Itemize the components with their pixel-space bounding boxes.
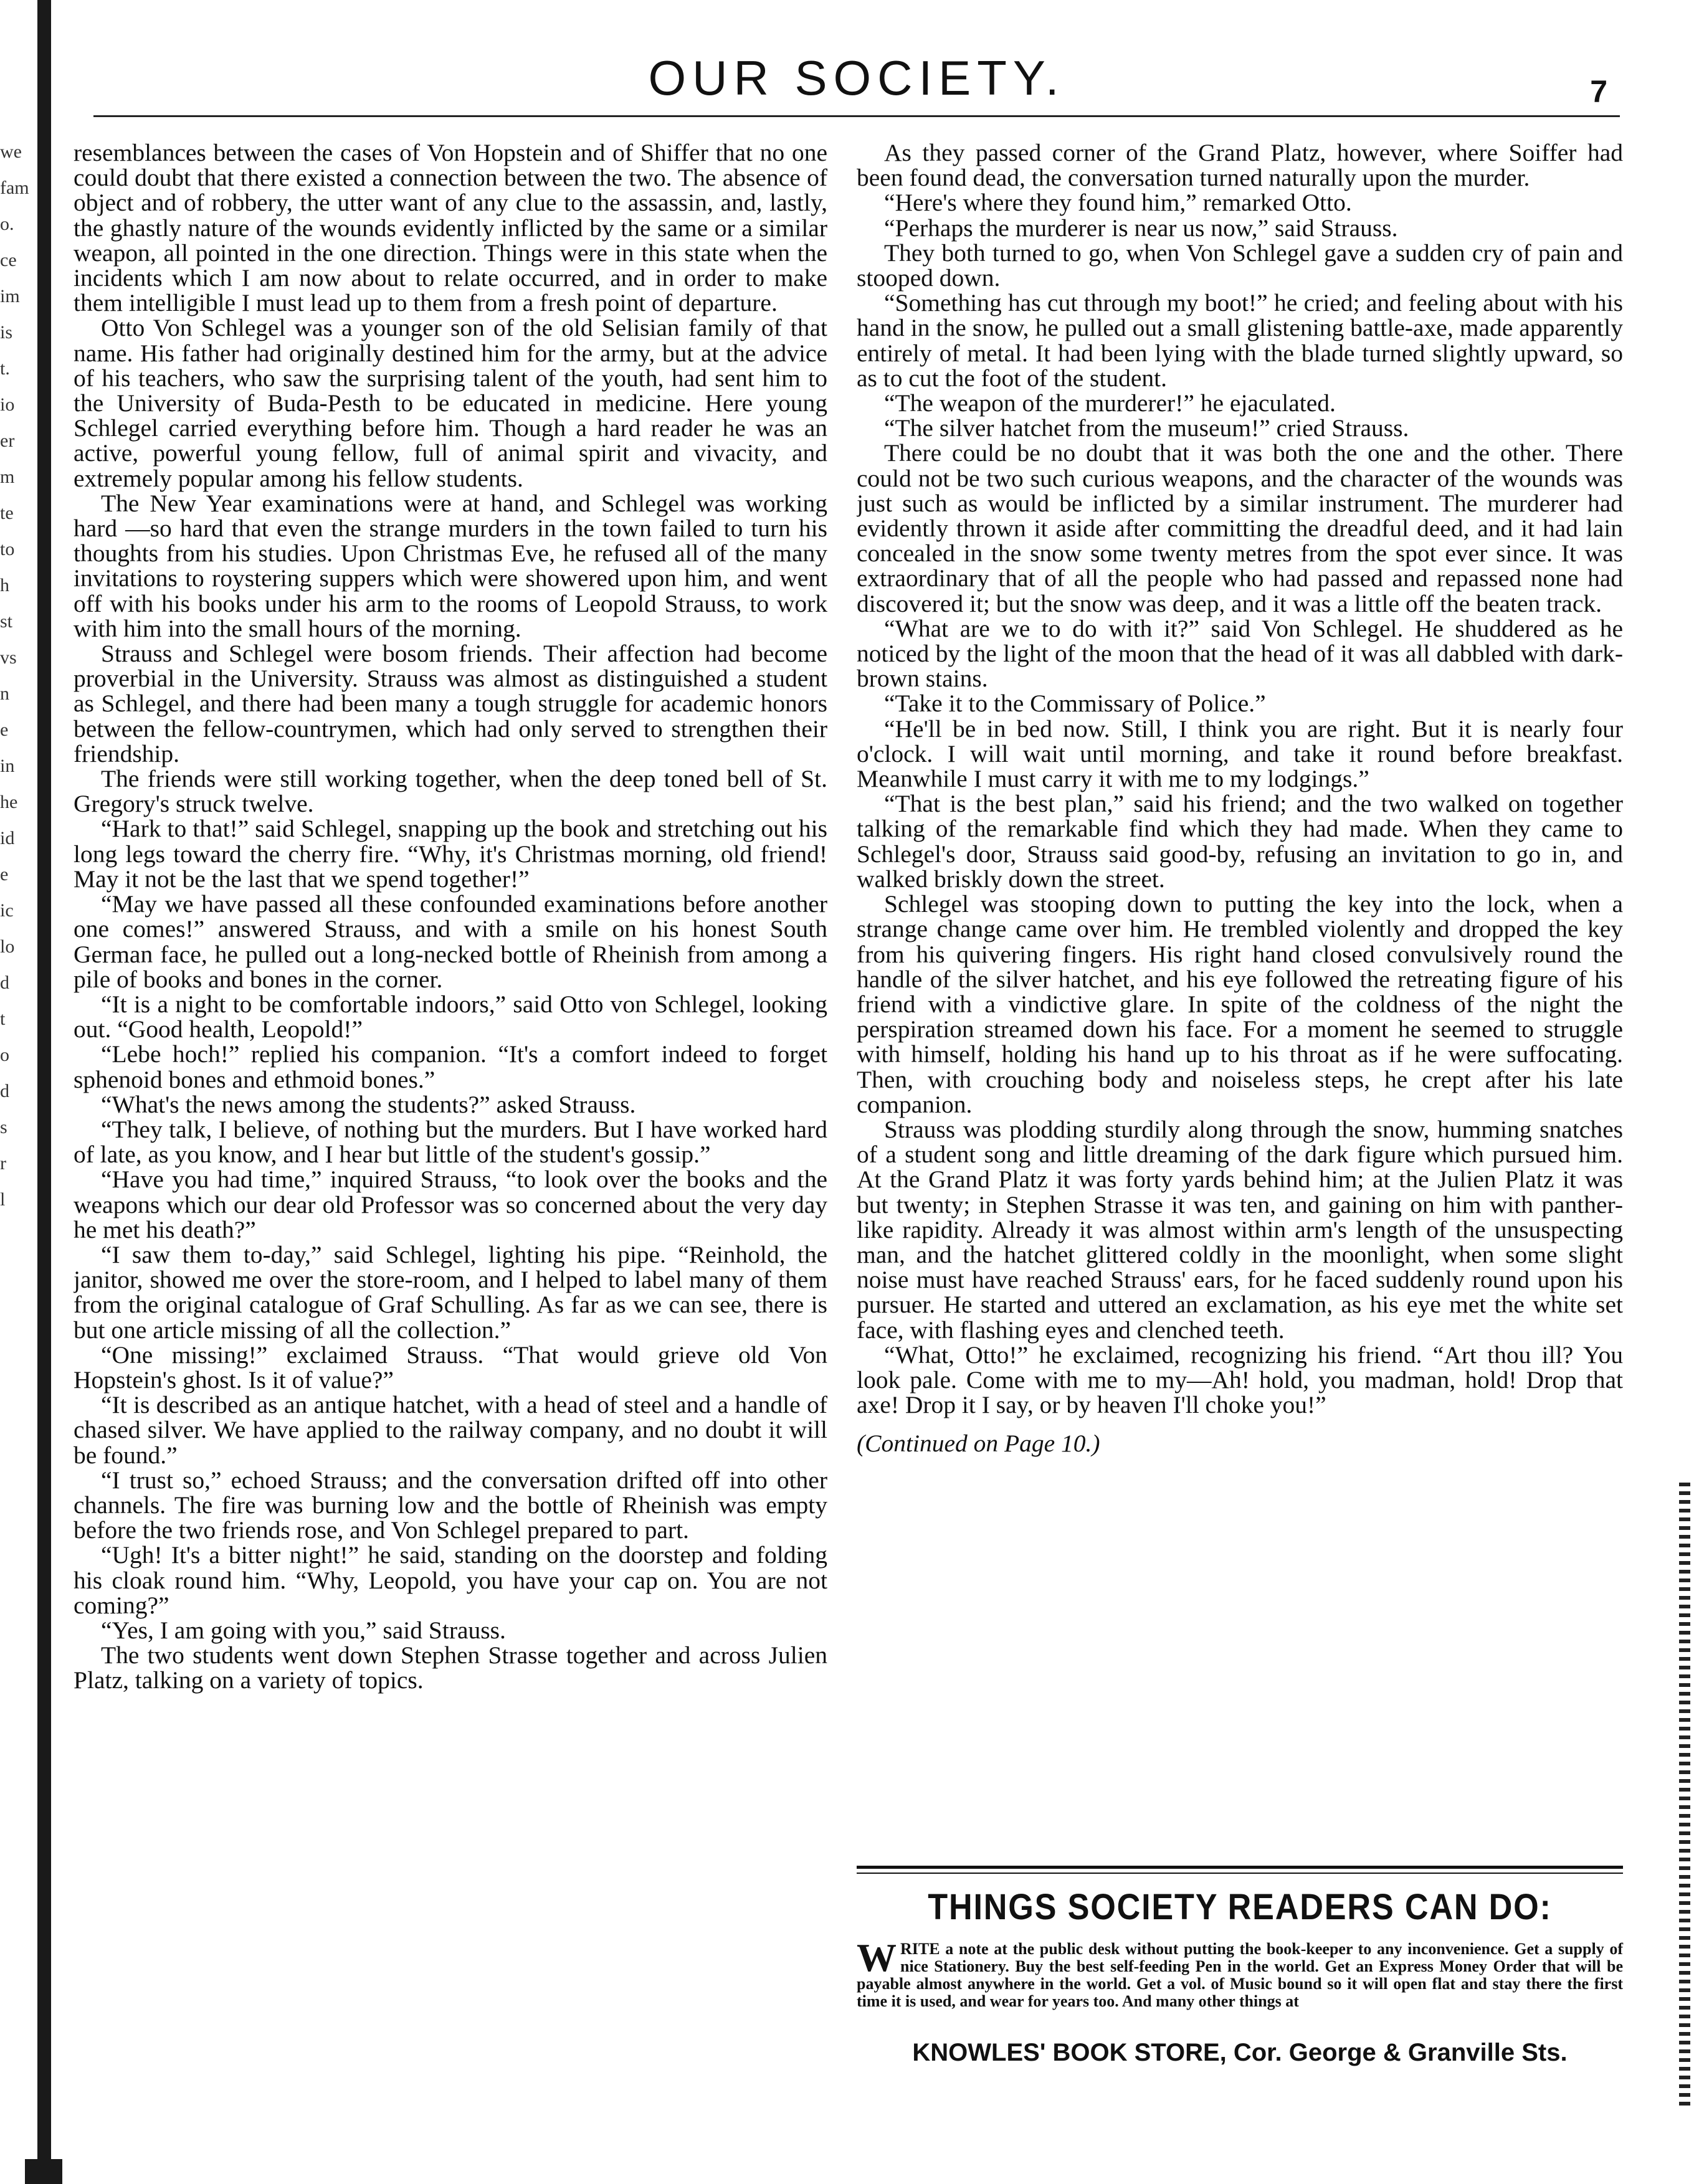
advertisement-box (857, 1866, 1623, 2067)
article-paragraph: “Hark to that!” said Schlegel, snapping up the book and stretching out his long legs toward the cherry fire. “Why, it's Christmas morning, old friend! May it not be the last that we spend together!” (74, 815, 827, 893)
edge-fragment-text: o. (0, 214, 14, 234)
scan-corner-shadow (25, 2159, 62, 2184)
article-paragraph: “Take it to the Commissary of Police.” (884, 690, 1266, 718)
edge-fragment-text: im (0, 286, 20, 306)
edge-fragment-text: st (0, 611, 13, 632)
edge-fragment-text: we (0, 141, 22, 162)
right-edge-scan-artifact (1674, 1483, 1699, 2106)
edge-fragment-text: te (0, 503, 14, 523)
article-paragraph: “It is a night to be comfortable indoors,” said Otto von Schlegel, looking out. “Good health, Leopold!” (74, 990, 827, 1043)
article-paragraph: There could be no doubt that it was both the one and the other. There could not be two such curious weapons, and the character of the wounds was just such as would be inflicted by a similar instrument. The murderer had evidently thrown it aside after committing the dreadful deed, and it had lain concealed in the snow some twenty metres from the spot ever since. It was extraordinary that of all the people who had passed and repassed none had discovered it; but the snow was deep, and it was a little off the beaten track. (857, 439, 1623, 617)
article-paragraph: Otto Von Schlegel was a younger son of the old Selisian family of that name. His father had originally destined him for the army, but at the advice of his teachers, who saw the surprising talent of the youth, had sent him to the University of Buda-Pesth to be educated in medicine. Here young Schlegel carried everything before him. Though a hard reader he was an active, powerful young fellow, full of animal spirit and vivacity, and extremely popular among his fellow students. (74, 314, 827, 492)
edge-fragment-text: io (0, 394, 15, 415)
adjacent-page-fragments (0, 134, 36, 1218)
edge-fragment-text: s (0, 1117, 7, 1137)
ad-dropcap: W (857, 1935, 897, 1980)
edge-fragment-text: id (0, 828, 15, 848)
article-paragraph: “Yes, I am going with you,” said Strauss. (101, 1616, 506, 1644)
article-paragraph: “Have you had time,” inquired Strauss, “to look over the books and the weapons which our dear old Professor was so concerned about the very day he met his death?” (74, 1166, 827, 1243)
edge-fragment-text: o (0, 1045, 9, 1065)
masthead (93, 44, 1620, 118)
article-paragraph: “He'll be in bed now. Still, I think you are right. But it is nearly four o'clock. I will wait until morning, and take it round before breakfast. Meanwhile I must carry it with me to my lodgings.” (857, 715, 1623, 793)
article-paragraph: “Something has cut through my boot!” he cried; and feeling about with his hand in the snow, he pulled out a small glistening battle-axe, made apparently entirely of metal. It had been lying with the blade turned slightly upward, so as to cut the foot of the student. (857, 289, 1623, 392)
ad-headline: THINGS SOCIETY READERS CAN DO: (928, 1887, 1552, 1927)
article-paragraph: “May we have passed all these confounded examinations before another one comes!” answered Strauss, and with a smile on his honest South German face, he pulled out a long-necked bottle of Rheinish from among a pile of books and bones in the corner. (74, 890, 827, 993)
edge-fragment-text: in (0, 756, 15, 776)
article-column-left (74, 140, 827, 2121)
continued-notice: (Continued on Page 10.) (857, 1430, 1100, 1458)
article-paragraph: “Perhaps the murderer is near us now,” said Strauss. (884, 214, 1398, 242)
article-paragraph: “The weapon of the murderer!” he ejaculated. (884, 389, 1336, 417)
article-paragraph: “They talk, I believe, of nothing but the murders. But I have worked hard of late, as you know, and I hear but little of the student's gossip.” (74, 1115, 827, 1169)
page-number: 7 (1590, 74, 1607, 109)
article-paragraph: The friends were still working together, when the deep toned bell of St. Gregory's struck twelve. (74, 765, 827, 818)
edge-fragment-text: vs (0, 647, 17, 668)
article-paragraph: “That is the best plan,” said his friend; and the two walked on together talking of the remarkable find which they had made. When they came to Schlegel's door, Strauss said good-by, refusing an invitation to go in, and walked briskly down the street. (857, 790, 1623, 893)
masthead-rule (93, 115, 1620, 117)
article-paragraph: “What's the news among the students?” asked Strauss. (101, 1090, 636, 1118)
article-paragraph: Schlegel was stooping down to putting the key into the lock, when a strange change came over him. He trembled violently and dropped the key from his quivering fingers. His right hand closed convulsively round the handle of the silver hatchet, and his eye followed the retreating figure of his friend with a vindictive glare. In spite of the coldness of the night the perspiration streamed down his face. For a moment he seemed to struggle with himself, holding his hand up to his throat as if he were suffocating. Then, with crouching body and noiseless steps, he crept after his late companion. (857, 890, 1623, 1118)
edge-fragment-text: n (0, 683, 9, 704)
article-paragraph: “Here's where they found him,” remarked Otto. (884, 189, 1352, 217)
article-paragraph: “What, Otto!” he exclaimed, recognizing his friend. “Art thou ill? You look pale. Come with me to my—Ah! hold, you madman, hold! Drop that axe! Drop it I say, or by heaven I'll choke you!” (857, 1341, 1623, 1419)
edge-fragment-text: d (0, 1081, 9, 1101)
edge-fragment-text: t. (0, 358, 10, 379)
article-paragraph: Strauss and Schlegel were bosom friends. Their affection had become proverbial in the University. Strauss was almost as distinguished a student as Schlegel, and there had been many a tough struggle for academic honors between the fellow-countrymen, which had only served to strengthen their friendship. (74, 640, 827, 767)
edge-fragment-text: m (0, 467, 15, 487)
edge-fragment-text: d (0, 972, 9, 993)
article-paragraph: “I trust so,” echoed Strauss; and the conversation drifted off into other channels. The fire was burning low and the bottle of Rheinish was empty before the two friends rose, and Von Schlegel prepared to part. (74, 1466, 827, 1544)
article-column-right (857, 140, 1623, 2121)
ad-body (857, 1935, 1623, 2010)
edge-fragment-text: t (0, 1009, 6, 1029)
article-paragraph: As they passed corner of the Grand Platz, however, where Soiffer had been found dead, the conversation turned naturally upon the murder. (857, 140, 1623, 192)
ad-store-name: KNOWLES' BOOK STORE, Cor. George & Granville Sts. (912, 2039, 1568, 2066)
article-paragraph: The New Year examinations were at hand, and Schlegel was working hard —so hard that even the strange murders in the town failed to turn his thoughts from his studies. Upon Christmas Eve, he refused all of the many invitations to roystering suppers which were showered upon him, and went off with his books under his arm to the rooms of Leopold Strauss, to work with him into the small hours of the morning. (74, 489, 827, 642)
edge-fragment-text: e (0, 719, 9, 740)
article-paragraph: “Lebe hoch!” replied his companion. “It's a comfort indeed to forget sphenoid bones and ethmoid bones.” (74, 1040, 827, 1093)
article-paragraph: The two students went down Stephen Strasse together and across Julien Platz, talking on a variety of topics. (74, 1641, 827, 1694)
article-paragraph: “The silver hatchet from the museum!” cried Strauss. (884, 414, 1409, 442)
edge-fragment-text: he (0, 792, 18, 812)
edge-fragment-text: e (0, 864, 9, 885)
article-paragraph: “One missing!” exclaimed Strauss. “That would grieve old Von Hopstein's ghost. Is it of value?” (74, 1341, 827, 1393)
article-paragraph: “What are we to do with it?” said Von Schlegel. He shuddered as he noticed by the light of the moon that the head of it was all dabbled with dark-brown stains. (857, 614, 1623, 693)
article-paragraph: “It is described as an antique hatchet, with a head of steel and a handle of chased silver. We have applied to the railway company, and no doubt it will be found.” (74, 1391, 827, 1469)
page-binding-edge (37, 0, 51, 2184)
publication-title: OUR SOCIETY. (648, 50, 1065, 105)
article-paragraph: “I saw them to-day,” said Schlegel, lighting his pipe. “Reinhold, the janitor, showed me over the store-room, and I helped to label many of them from the original catalogue of Graf Schulling. As far as we can see, there is but one article missing of all the collection.” (74, 1240, 827, 1344)
edge-fragment-text: is (0, 322, 13, 343)
article-paragraph: Strauss was plodding sturdily along through the snow, humming snatches of a student song and little dreaming of the dark figure which pursued him. At the Grand Platz it was forty yards behind him; at the Julien Platz it was but twenty; in Stephen Strasse it was ten, and gaining on him with panther-like rapidity. Already it was almost within arm's length of the unsuspecting man, and the hatchet glittered coldly in the moonlight, when some slight noise must have reached Strauss' ears, for he faced suddenly round upon his pursuer. He started and uttered an exclamation, as his eye met the white set face, with flashing eyes and clenched teeth. (857, 1115, 1623, 1344)
article-paragraph: resemblances between the cases of Von Hopstein and of Shiffer that no one could doubt that there existed a connection between the two. The absence of object and of robbery, the utter want of any clue to the assassin, and, lastly, the ghastly nature of the wounds evidently inflicted by the same or a similar weapon, all pointed in the one direction. Things were in this state when the incidents which I am now about to relate occurred, and in order to make them intelligible I must lead up to them from a fresh point of departure. (74, 140, 827, 317)
ad-body-text: RITE a note at the public desk without putting the book-keeper to any inconvenience. Get a supply of nice Stationery. Buy the best self-feeding Pen in the world. Get an Express Money Order that will be payable almost anywhere in the world. Get a vol. of Music bound so it will open flat and stay there the first time it is used, and wear for years too. And many other things at (857, 1940, 1623, 2010)
edge-fragment-text: lo (0, 936, 15, 957)
edge-fragment-text: h (0, 575, 9, 596)
edge-fragment-text: r (0, 1153, 6, 1174)
article-paragraph: They both turned to go, when Von Schlegel gave a sudden cry of pain and stooped down. (857, 239, 1623, 292)
edge-fragment-text: ic (0, 900, 14, 921)
ad-rule (857, 1866, 1623, 1874)
article-paragraph: “Ugh! It's a bitter night!” he said, standing on the doorstep and folding his cloak round him. “Why, Leopold, you have your cap on. You are not coming?” (74, 1541, 827, 1619)
edge-fragment-text: fam (0, 178, 29, 198)
edge-fragment-text: to (0, 539, 15, 559)
edge-fragment-text: er (0, 430, 15, 451)
edge-fragment-text: ce (0, 250, 17, 270)
edge-fragment-text: l (0, 1189, 6, 1210)
